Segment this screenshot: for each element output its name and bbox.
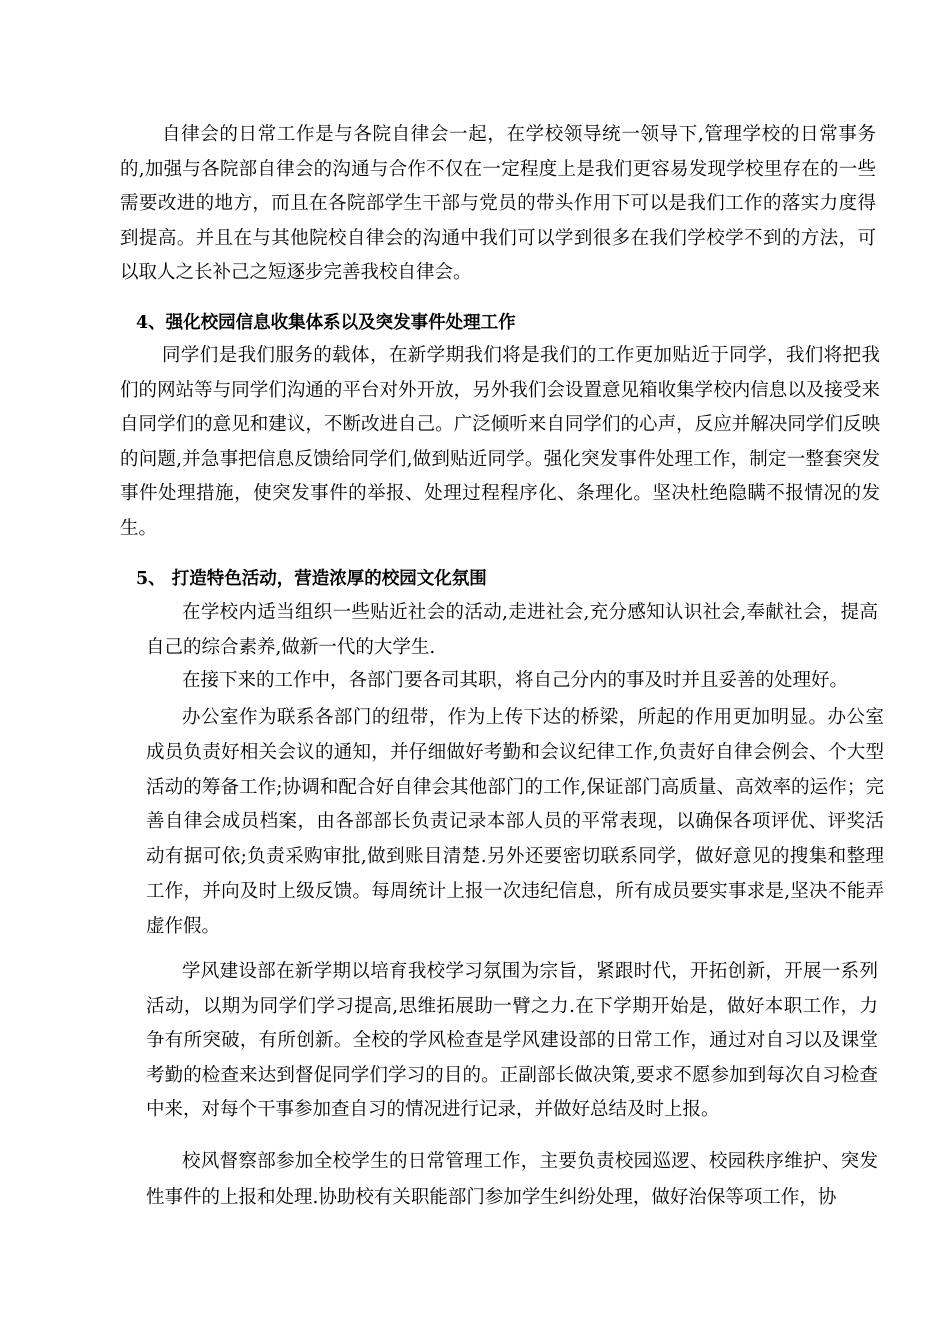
section-heading-5: 5、 打造特色活动，营造浓厚的校园文化氛围 bbox=[136, 569, 487, 589]
section-heading-4: 4、强化校园信息收集体系以及突发事件处理工作 bbox=[136, 313, 516, 333]
paragraph-study-style-department: 学风建设部在新学期以培育我校学习氛围为宗旨，紧跟时代，开拓创新，开展一系列活动，以期为同学们学习提高,思维拓展助一臂之力.在下学期开始是，做好本职工作，力争有所突破，有所创新。全校的学风检查是学风建设部的日常工作，通过对自习以及课堂考勤的检查来达到督促同学们学习的目的。正副部长做决策,要求不愿参加到每次自习检查中来，对每个干事参加查自习的情况进行记录，并做好总结及时上报。 bbox=[146, 961, 878, 1121]
paragraph-information-collection: 同学们是我们服务的载体，在新学期我们将是我们的工作更加贴近于同学，我们将把我们的网站等与同学们沟通的平台对外开放，另外我们会设置意见箱收集学校内信息以及接受来自同学们的意见和建议，不断改进自己。广泛倾听来自同学们的心声，反应并解决同学们反映的问题,并急事把信息反馈给同学们,做到贴近同学。强化突发事件处理工作，制定一整套突发事件处理措施，使突发事件的举报、处理过程程序化、条理化。坚决杜绝隐瞒不报情况的发生。 bbox=[120, 345, 880, 539]
paragraph-office: 办公室作为联系各部门的纽带，作为上传下达的桥梁，所起的作用更加明显。办公室成员负责好相关会议的通知，并仔细做好考勤和会议纪律工作,负责好自律会例会、个大型活动的筹备工作;协调和配合好自律会其他部门的工作,保证部门高质量、高效率的运作；完善自律会成员档案，由各部部长负责记录本部人员的平常表现，以确保各项评优、评奖活动有据可依;负责采购审批,做到账目清楚.另外还要密切联系同学，做好意见的搜集和整理工作，并向及时上级反馈。每周统计上报一次违纪信息，所有成员要实事求是,坚决不能弄虚作假。 bbox=[146, 707, 884, 937]
paragraph-department-duties: 在接下来的工作中，各部门要各司其职，将自己分内的事及时并且妥善的处理好。 bbox=[182, 670, 849, 691]
paragraph-social-activities: 在学校内适当组织一些贴近社会的活动,走进社会,充分感知认识社会,奉献社会，提高自己的综合素养,做新一代的大学生. bbox=[146, 602, 878, 658]
paragraph-school-discipline-department: 校风督察部参加全校学生的日常管理工作，主要负责校园巡逻、校园秩序维护、突发性事件的上报和处理.协助校有关职能部门参加学生纠纷处理，做好治保等项工作，协 bbox=[146, 1151, 878, 1208]
paragraph-self-discipline-daily-work: 自律会的日常工作是与各院自律会一起，在学校领导统一领导下,管理学校的日常事务的,加强与各院部自律会的沟通与合作不仅在一定程度上是我们更容易发现学校里存在的一些需要改进的地方，而且在各院部学生干部与党员的带头作用下可以是我们工作的落实力度得到提高。并且在与其他院校自律会的沟通中我们可以学到很多在我们学校学不到的方法，可以取人之长补己之短逐步完善我校自律会。 bbox=[120, 124, 876, 284]
